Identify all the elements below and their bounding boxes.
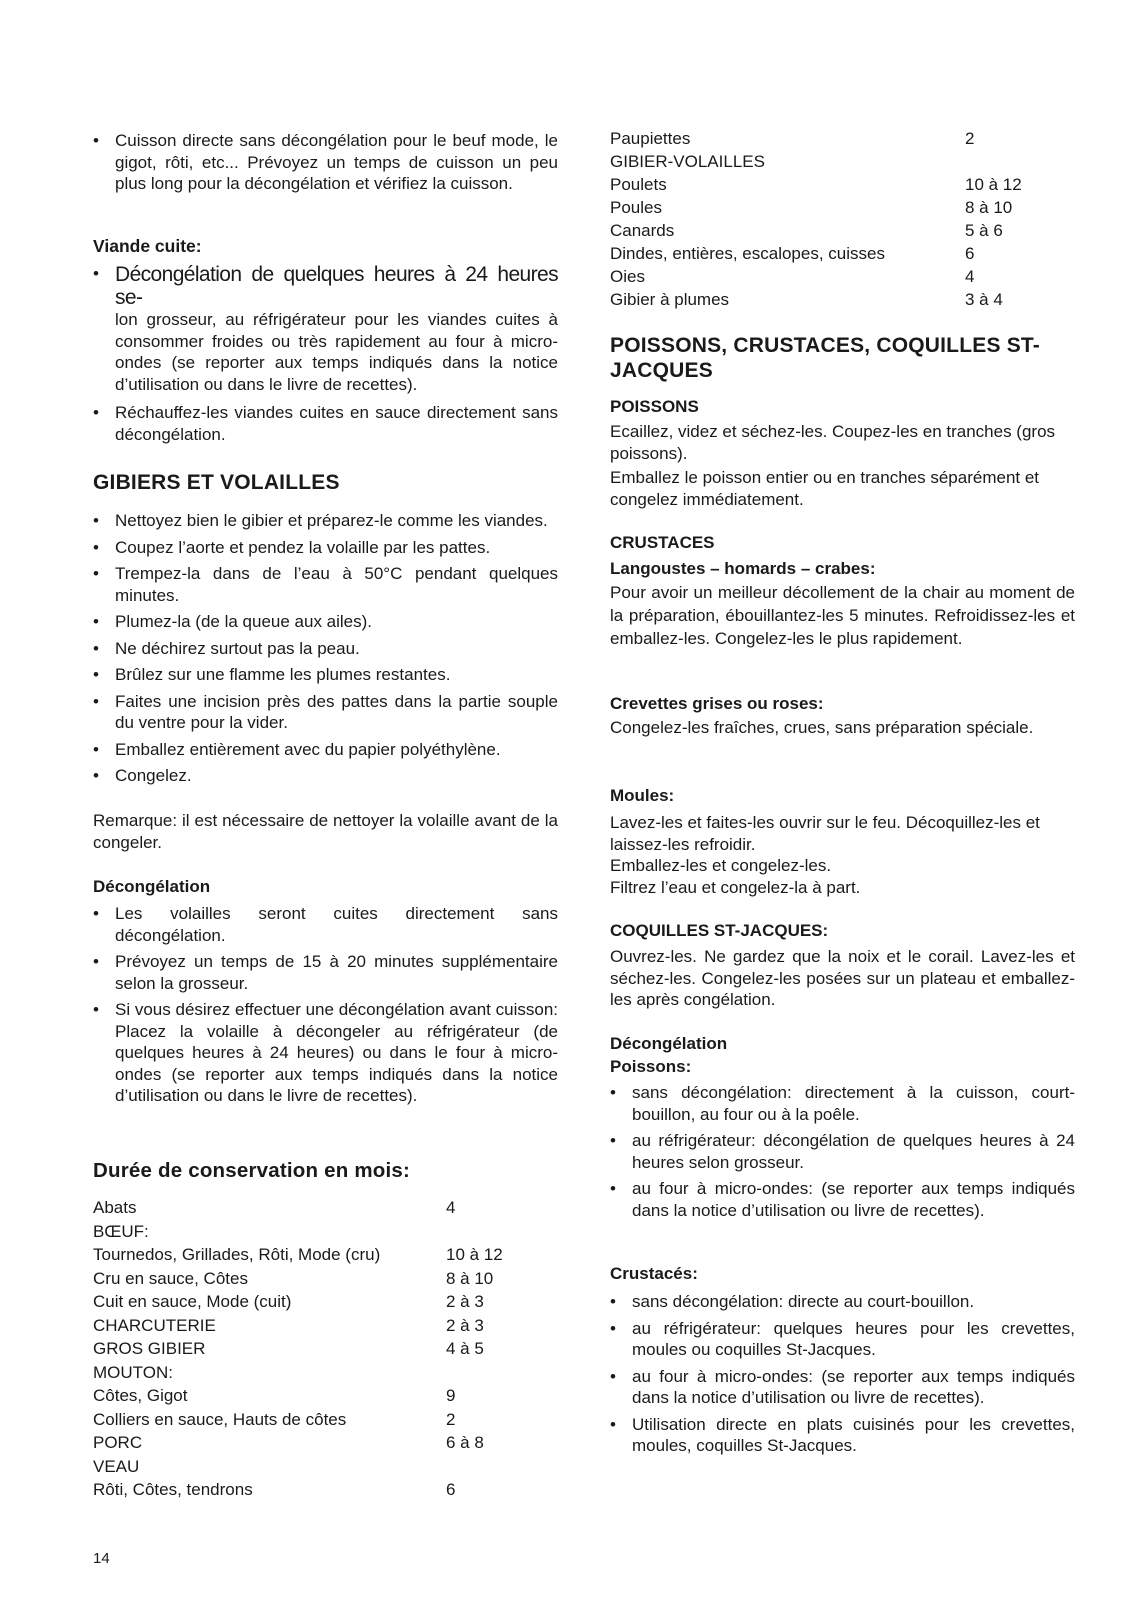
crustaces-heading: CRUSTACES: [610, 533, 715, 552]
list-item: • Ne déchirez surtout pas la peau.: [93, 638, 558, 660]
duree-heading: Durée de conservation en mois:: [93, 1159, 411, 1182]
table-row-label: Cuit en sauce, Mode (cuit): [93, 1292, 292, 1311]
table-row-label: MOUTON:: [93, 1362, 173, 1382]
poissons-paragraph-2: Emballez le poisson entier ou en tranches séparément et congelez immédiatement.: [610, 468, 1040, 509]
gibier-volailles-table: [610, 127, 1075, 311]
duree-table: [93, 1196, 558, 1502]
table-row-value: 2 à 3: [446, 1292, 484, 1311]
list-item: • au réfrigérateur: quelques heures pour les crevettes, moules ou coquilles St-Jacques.: [610, 1318, 1075, 1361]
viande-cuite-bullets: [93, 263, 558, 450]
table-row-value: 2: [446, 1409, 456, 1429]
list-item-text: lon grosseur, au réfrigérateur pour les viandes cuites à consommer froides ou très rapidement au four à micro-ondes (se reporter aux temps indiqués dans la notice d’utilisation ou dans le livre de recettes).: [115, 310, 558, 394]
coquilles-text: Ouvrez-les. Ne gardez que la noix et le corail. Lavez-les et séchez-les. Congelez-les posées sur un plateau et emballez-les après congélation.: [610, 947, 1075, 1009]
table-row-value: 5 à 6: [965, 221, 1003, 240]
list-item: • Coupez l’aorte et pendez la volaille par les pattes.: [93, 537, 558, 559]
decong-poissons-heading: Poissons:: [610, 1057, 692, 1076]
list-item: • Congelez.: [93, 765, 558, 787]
table-row-value: 2: [965, 129, 975, 148]
text-line: Emballez-les et congelez-les.: [610, 856, 832, 875]
table-row-label: Canards: [610, 221, 675, 240]
decongelation-bullets: [93, 903, 558, 1112]
table-row-value: [446, 1361, 558, 1385]
table-row-label: BŒUF:: [93, 1221, 149, 1241]
moules-text: [610, 812, 1075, 898]
text-line: Lavez-les et faites-les ouvrir sur le feu. Décoquillez-les et laissez-les refroidir.: [610, 813, 1040, 854]
list-item: • Trempez-la dans de l’eau à 50°C pendant quelques minutes.: [93, 563, 558, 606]
crevettes-heading: Crevettes grises ou roses:: [610, 694, 824, 713]
table-row-label: Dindes, entières, escalopes, cuisses: [610, 244, 885, 263]
poissons-main-heading: POISSONS, CRUSTACES, COQUILLES ST-JACQUES: [610, 334, 1040, 382]
table-row-value: 10 à 12: [965, 175, 1022, 194]
list-item: • Nettoyez bien le gibier et préparez-le comme les viandes.: [93, 510, 558, 532]
viande-cuite-heading: Viande cuite:: [93, 236, 202, 256]
table-row-value: [965, 150, 1075, 173]
list-item: • Brûlez sur une flamme les plumes restantes.: [93, 664, 558, 686]
list-item-lead: • Décongélation de quelques heures à 24 heures se-: [115, 263, 558, 309]
table-row-label: GIBIER-VOLAILLES: [610, 152, 765, 171]
table-row-value: 8 à 10: [446, 1268, 494, 1288]
decong-poissons-bullets: [610, 1082, 1075, 1226]
list-item: • Emballez entièrement avec du papier polyéthylène.: [93, 739, 558, 761]
gibiers-bullets: [93, 510, 558, 792]
table-row-label: Colliers en sauce, Hauts de côtes: [93, 1409, 347, 1429]
list-item: • Les volailles seront cuites directement sans décongélation.: [93, 903, 558, 946]
table-row-value: 4: [965, 267, 975, 286]
table-row-label: Paupiettes: [610, 129, 691, 148]
table-row-label: Cru en sauce, Côtes: [93, 1268, 248, 1288]
table-row-label: Oies: [610, 267, 645, 286]
table-row-value: [446, 1220, 558, 1244]
table-row-label: GROS GIBIER: [93, 1339, 206, 1358]
table-row-value: 4 à 5: [446, 1339, 484, 1358]
table-row-label: Rôti, Côtes, tendrons: [93, 1480, 253, 1499]
remarque-text: Remarque: il est nécessaire de nettoyer la volaille avant de la congeler.: [93, 811, 558, 852]
list-item: • Utilisation directe en plats cuisinés pour les crevettes, moules, coquilles St-Jacques.: [610, 1414, 1075, 1457]
crevettes-text: Congelez-les fraîches, crues, sans préparation spéciale.: [610, 718, 1034, 737]
decongelation-heading: Décongélation: [93, 877, 211, 896]
list-item: • Cuisson directe sans décongélation pour le beuf mode, le gigot, rôti, etc... Prévoyez un temps de cuisson un peu plus long pour la décongélation et vérifiez la cuisson.: [93, 130, 558, 195]
table-row-value: 9: [446, 1386, 456, 1405]
gibiers-heading: GIBIERS ET VOLAILLES: [93, 471, 340, 494]
list-item: • Faites une incision près des pattes dans la partie souple du ventre pour la vider.: [93, 691, 558, 734]
moules-heading: Moules:: [610, 786, 675, 805]
list-item: • au four à micro-ondes: (se reporter aux temps indiqués dans la notice d’utilisation ou livre de recettes).: [610, 1366, 1075, 1409]
table-row-value: 8 à 10: [965, 198, 1013, 217]
text-line: Filtrez l’eau et congelez-la à part.: [610, 877, 861, 897]
list-item: • Si vous désirez effectuer une décongélation avant cuisson: Placez la volaille à décongeler au réfrigérateur (de quelques heures à 24 heures) ou dans le four à micro-ondes (se reporter aux temps indiqués dans la notice d’utilisation ou dans le livre de recettes).: [93, 999, 558, 1107]
table-row-label: VEAU: [93, 1456, 140, 1476]
list-item: • Plumez-la (de la queue aux ailes).: [93, 611, 558, 633]
poissons-paragraph-1: Ecaillez, videz et séchez-les. Coupez-les en tranches (gros poissons).: [610, 422, 1056, 463]
list-item: • sans décongélation: directe au court-bouillon.: [610, 1291, 1075, 1313]
table-row-value: [446, 1455, 558, 1479]
table-row-label: Poules: [610, 198, 662, 217]
coquilles-heading: COQUILLES ST-JACQUES:: [610, 921, 829, 940]
table-row-value: 6 à 8: [446, 1433, 484, 1452]
table-row-value: 6: [446, 1480, 456, 1499]
table-row-label: Poulets: [610, 175, 667, 194]
table-row-label: Tournedos, Grillades, Rôti, Mode (cru): [93, 1245, 381, 1264]
list-item: • Réchauffez-les viandes cuites en sauce directement sans décongélation.: [93, 402, 558, 445]
poissons-heading: POISSONS: [610, 397, 699, 416]
table-row-label: CHARCUTERIE: [93, 1315, 216, 1335]
list-item: [93, 263, 558, 395]
langoustes-text: Pour avoir un meilleur décollement de la chair au moment de la préparation, ébouillantez-les 5 minutes. Refroidissez-les et emballez-les. Congelez-les le plus rapidement.: [610, 583, 1075, 648]
table-row-label: PORC: [93, 1433, 143, 1452]
table-row-label: Abats: [93, 1198, 137, 1217]
table-row-value: 6: [965, 244, 975, 263]
langoustes-heading: Langoustes – homards – crabes:: [610, 559, 876, 578]
decong-crustaces-bullets: [610, 1291, 1075, 1462]
viande-crue-bullets: [93, 130, 558, 200]
decong-crustaces-heading: Crustacés:: [610, 1264, 698, 1283]
page-number: 14: [93, 1550, 110, 1567]
table-row-value: 10 à 12: [446, 1245, 503, 1264]
list-item: • au four à micro-ondes: (se reporter aux temps indiqués dans la notice d’utilisation ou livre de recettes).: [610, 1178, 1075, 1221]
table-row-value: 3 à 4: [965, 290, 1003, 309]
table-row-label: Gibier à plumes: [610, 290, 730, 309]
table-row-value: 4: [446, 1198, 456, 1217]
decong-right-heading: Décongélation: [610, 1034, 728, 1053]
list-item: • Prévoyez un temps de 15 à 20 minutes supplémentaire selon la grosseur.: [93, 951, 558, 994]
table-row-value: 2 à 3: [446, 1315, 484, 1335]
list-item: • sans décongélation: directement à la cuisson, court-bouillon, au four ou à la poêle.: [610, 1082, 1075, 1125]
table-row-label: Côtes, Gigot: [93, 1386, 188, 1405]
list-item: • au réfrigérateur: décongélation de quelques heures à 24 heures selon grosseur.: [610, 1130, 1075, 1173]
